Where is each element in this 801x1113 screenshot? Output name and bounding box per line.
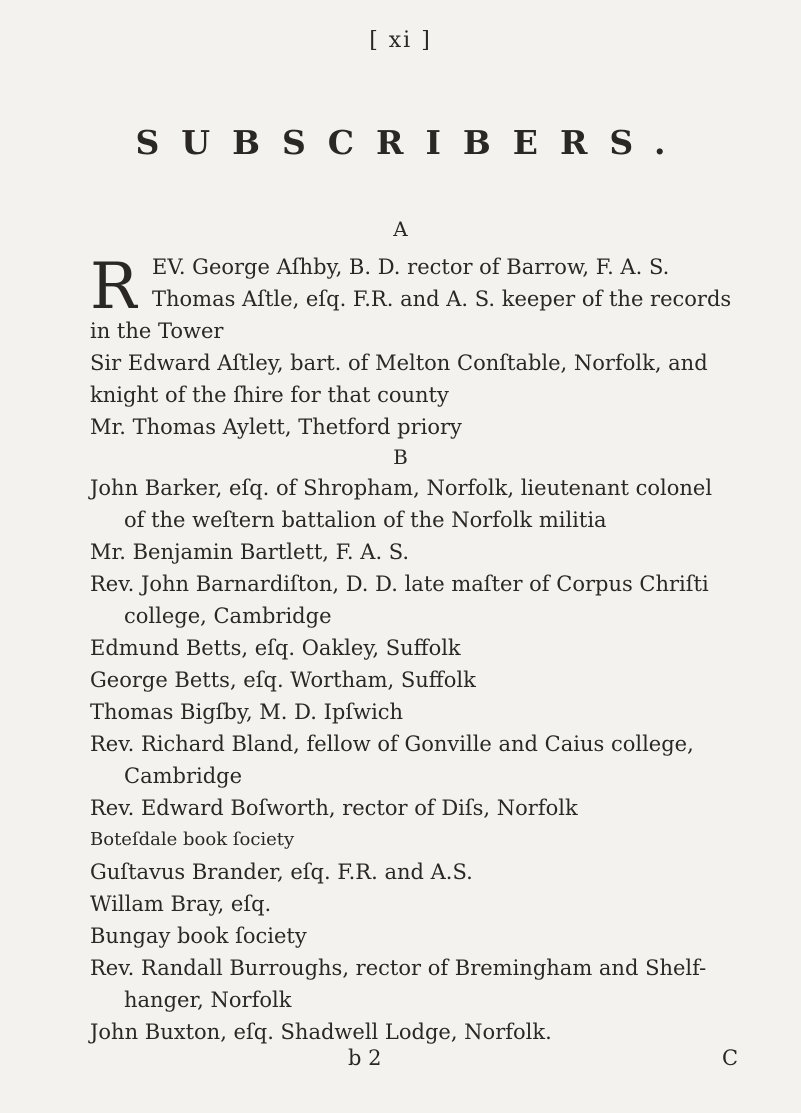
list-item-line: Sir Edward Aſtley, bart. of Melton Conſtable, Norfolk, and <box>90 351 708 375</box>
list-item-line: Boteſdale book ſociety <box>90 829 295 850</box>
list-item <box>90 632 750 664</box>
list-item-line: John Barker, eſq. of Shropham, Norfolk, lieutenant colonel <box>90 476 713 500</box>
section-letter-a: A <box>393 217 408 241</box>
list-item <box>90 696 750 728</box>
list-item: Thomas Aſtle, eſq. F.R. and A. S. keeper of the records <box>152 287 732 311</box>
list-item-line: Guſtavus Brander, eſq. F.R. and A.S. <box>90 860 473 884</box>
drop-cap: R <box>90 255 139 321</box>
list-item-line: Rev. Randall Burroughs, rector of Bremingham and Shelf- <box>90 956 707 980</box>
list-item-line: knight of the ſhire for that county <box>90 383 449 407</box>
list-item-line: Mr. Benjamin Bartlett, F. A. S. <box>90 540 410 564</box>
page-number: [ xi ] <box>369 28 432 53</box>
list-item <box>90 472 750 536</box>
list-item <box>90 411 750 443</box>
list-item <box>90 568 750 632</box>
list-item-line: Rev. Edward Boſworth, rector of Diſs, Norfolk <box>90 796 578 820</box>
list-item <box>90 952 750 1016</box>
list-item-line: Rev. John Barnardiſton, D. D. late maſter of Corpus Chriſti <box>90 572 709 596</box>
list-item-line: John Buxton, eſq. Shadwell Lodge, Norfolk. <box>90 1020 552 1044</box>
list-item <box>90 1016 750 1048</box>
list-item-line: Rev. Richard Bland, fellow of Gonville and Caius college, <box>90 732 694 756</box>
list-item-line: of the weſtern battalion of the Norfolk militia <box>124 508 607 532</box>
list-item <box>90 920 750 952</box>
list-item <box>90 728 750 792</box>
list-item <box>90 824 750 856</box>
list-item-line: George Betts, eſq. Wortham, Suffolk <box>90 668 476 692</box>
list-item-line: in the Tower <box>90 319 224 343</box>
list-item <box>90 664 750 696</box>
catchword: C <box>722 1046 739 1070</box>
list-item-line: Willam Bray, eſq. <box>90 892 272 916</box>
page-title: SUBSCRIBERS. <box>135 123 688 162</box>
list-item <box>90 347 750 411</box>
list-item-line: Bungay book ſociety <box>90 924 307 948</box>
list-item <box>90 856 750 888</box>
list-item <box>90 792 750 824</box>
section-letter-b: B <box>393 445 408 469</box>
list-item <box>90 888 750 920</box>
list-item <box>90 536 750 568</box>
signature-mark: b 2 <box>348 1046 382 1070</box>
list-item-line: Thomas Bigſby, M. D. Ipſwich <box>90 700 404 724</box>
list-item-first-line: EV. George Aſhby, B. D. rector of Barrow, F. A. S. <box>152 255 670 279</box>
list-item-line: Mr. Thomas Aylett, Thetford priory <box>90 415 462 439</box>
list-item-line: college, Cambridge <box>124 604 332 628</box>
list-item-continuation <box>90 315 750 347</box>
list-item-line: hanger, Norfolk <box>124 988 292 1012</box>
list-item-line: Edmund Betts, eſq. Oakley, Suffolk <box>90 636 461 660</box>
list-item-line: Cambridge <box>124 764 243 788</box>
